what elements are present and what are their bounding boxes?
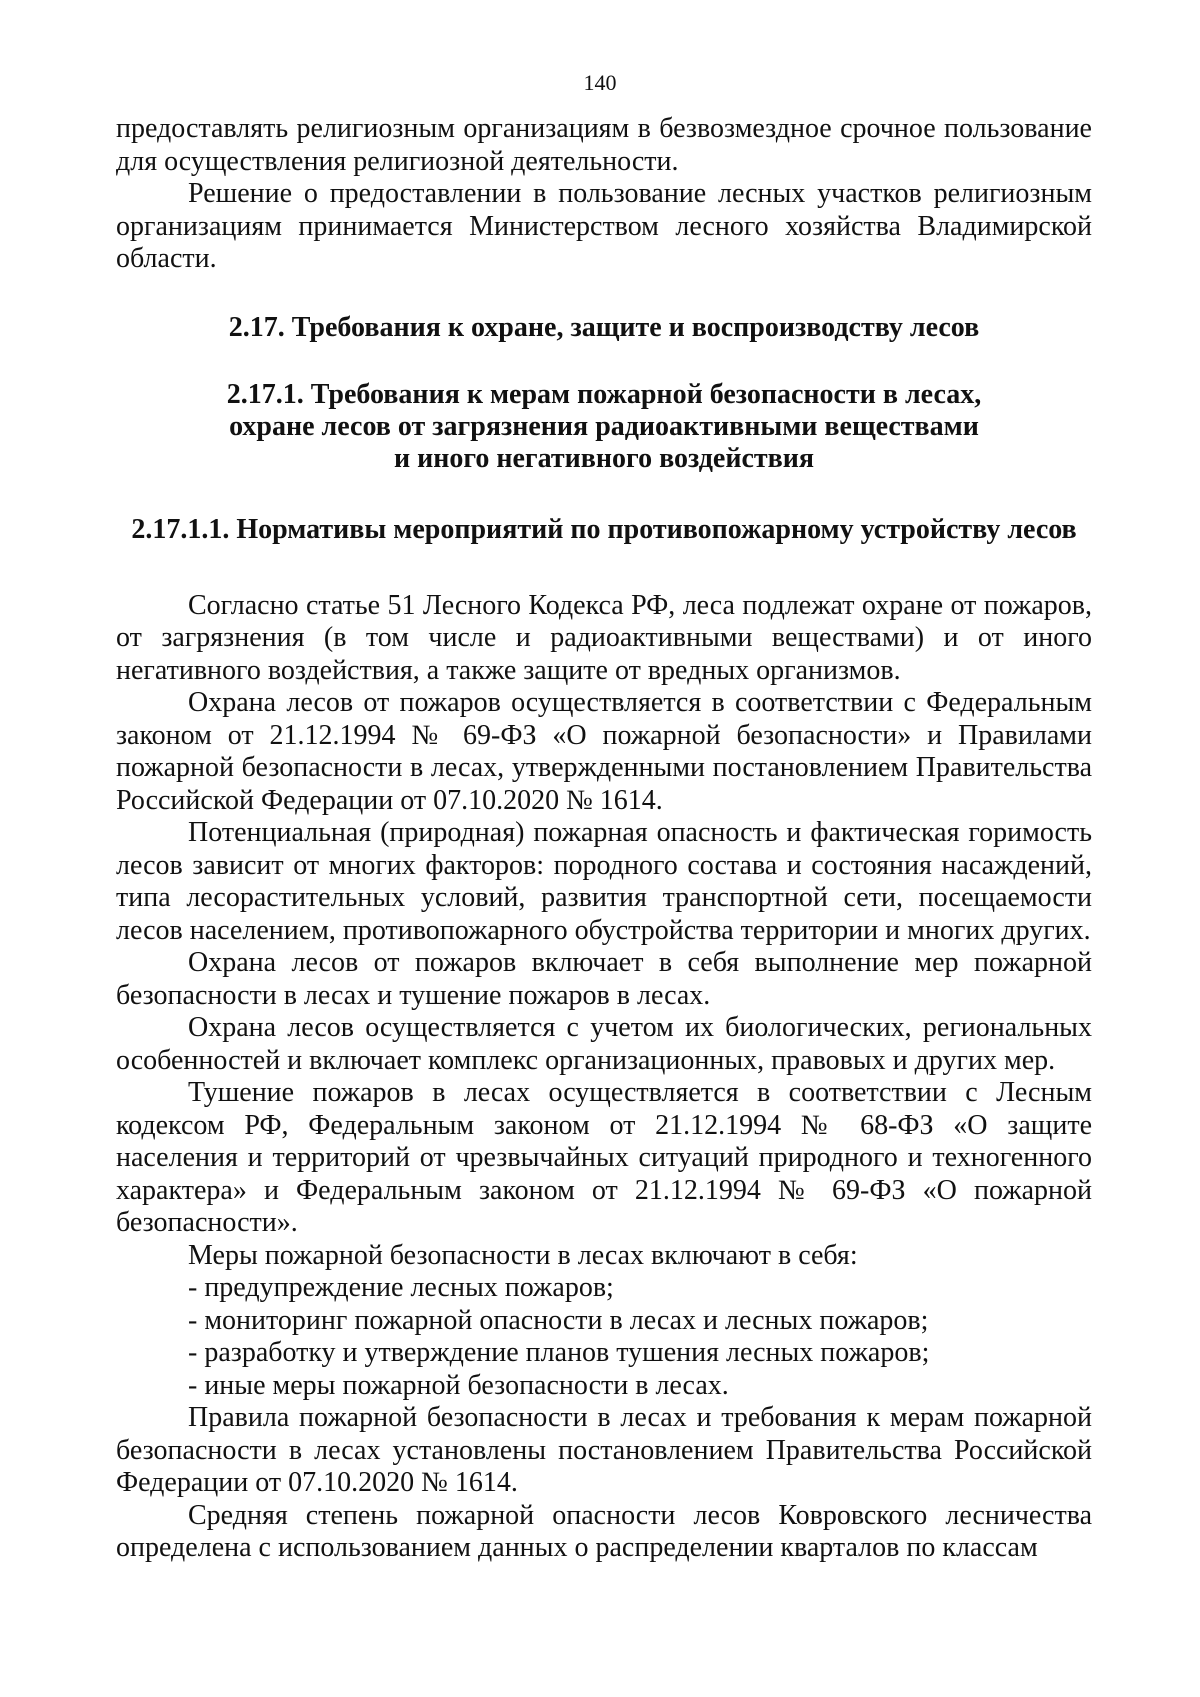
- paragraph-fire-safety-rules: Правила пожарной безопасности в лесах и требования к мерам пожарной безопасности в лесах установлены постановлением Правительства Российской Федерации от 07.10.2020 № 1614.: [116, 1402, 1092, 1498]
- paragraph-fire-extinguishing-law: Тушение пожаров в лесах осуществляется в соответствии с Лесным кодексом РФ, Федеральным законом от 21.12.1994 № 68-ФЗ «О защите населения и территорий от чрезвычайных ситуаций природного и техногенного характера» и Федеральным законом от 21.12.1994 № 69-ФЗ «О пожарной безопасности».: [116, 1077, 1092, 1238]
- page-content: [116, 113, 1092, 1565]
- list-item: - разработку и утверждение планов тушения лесных пожаров;: [188, 1337, 930, 1368]
- paragraph-fire-protection-law: Охрана лесов от пожаров осуществляется в соответствии с Федеральным законом от 21.12.1994 № 69-ФЗ «О пожарной безопасности» и Правилами пожарной безопасности в лесах, утвержденными постановлением Правительства Российской Федерации от 07.10.2020 № 1614.: [116, 687, 1092, 816]
- section-heading-2-17: 2.17. Требования к охране, защите и воспроизводству лесов: [228, 311, 980, 343]
- paragraph-fire-hazard-factors: Потенциальная (природная) пожарная опасность и фактическая горимость лесов зависит от многих факторов: породного состава и состояния насаждений, типа лесорастительных условий, развития транспортной сети, посещаемости лесов населением, противопожарного обустройства территории и многих других.: [116, 817, 1092, 946]
- section-heading-2-17-1-1: 2.17.1.1. Нормативы мероприятий по противопожарному устройству лесов: [131, 513, 1077, 545]
- section-heading-2-17-1: [116, 379, 1092, 475]
- list-item: - иные меры пожарной безопасности в лесах.: [188, 1369, 729, 1401]
- page-number: 140: [583, 70, 617, 95]
- list-item: - мониторинг пожарной опасности в лесах и лесных пожаров;: [188, 1304, 929, 1336]
- paragraph-continued: предоставлять религиозным организациям в безвозмездное срочное пользование для осуществления религиозной деятельности.: [116, 113, 1092, 177]
- paragraph-forest-protection-measures: Охрана лесов осуществляется с учетом их биологических, региональных особенностей и включает комплекс организационных, правовых и других мер.: [116, 1012, 1092, 1076]
- paragraph-measures-intro: Меры пожарной безопасности в лесах включают в себя:: [188, 1239, 858, 1271]
- paragraph-kovrov-forestry: Средняя степень пожарной опасности лесов Ковровского лесничества определена с использованием данных о распределении кварталов по классам: [116, 1499, 1092, 1563]
- list-item: - предупреждение лесных пожаров;: [188, 1272, 614, 1303]
- heading-line: охране лесов от загрязнения радиоактивными веществами: [229, 410, 979, 442]
- heading-line: и иного негативного воздействия: [393, 442, 815, 474]
- heading-line: 2.17.1. Требования к мерам пожарной безопасности в лесах,: [226, 378, 982, 410]
- paragraph-religious-orgs-decision: Решение о предоставлении в пользование лесных участков религиозным организациям принимается Министерством лесного хозяйства Владимирской области.: [116, 178, 1092, 274]
- paragraph-article-51: Согласно статье 51 Лесного Кодекса РФ, леса подлежат охране от пожаров, от загрязнения (в том числе и радиоактивными веществами) и от иного негативного воздействия, а также защите от вредных организмов.: [116, 589, 1092, 686]
- paragraph-fire-protection-includes: Охрана лесов от пожаров включает в себя выполнение мер пожарной безопасности в лесах и тушение пожаров в лесах.: [116, 947, 1092, 1011]
